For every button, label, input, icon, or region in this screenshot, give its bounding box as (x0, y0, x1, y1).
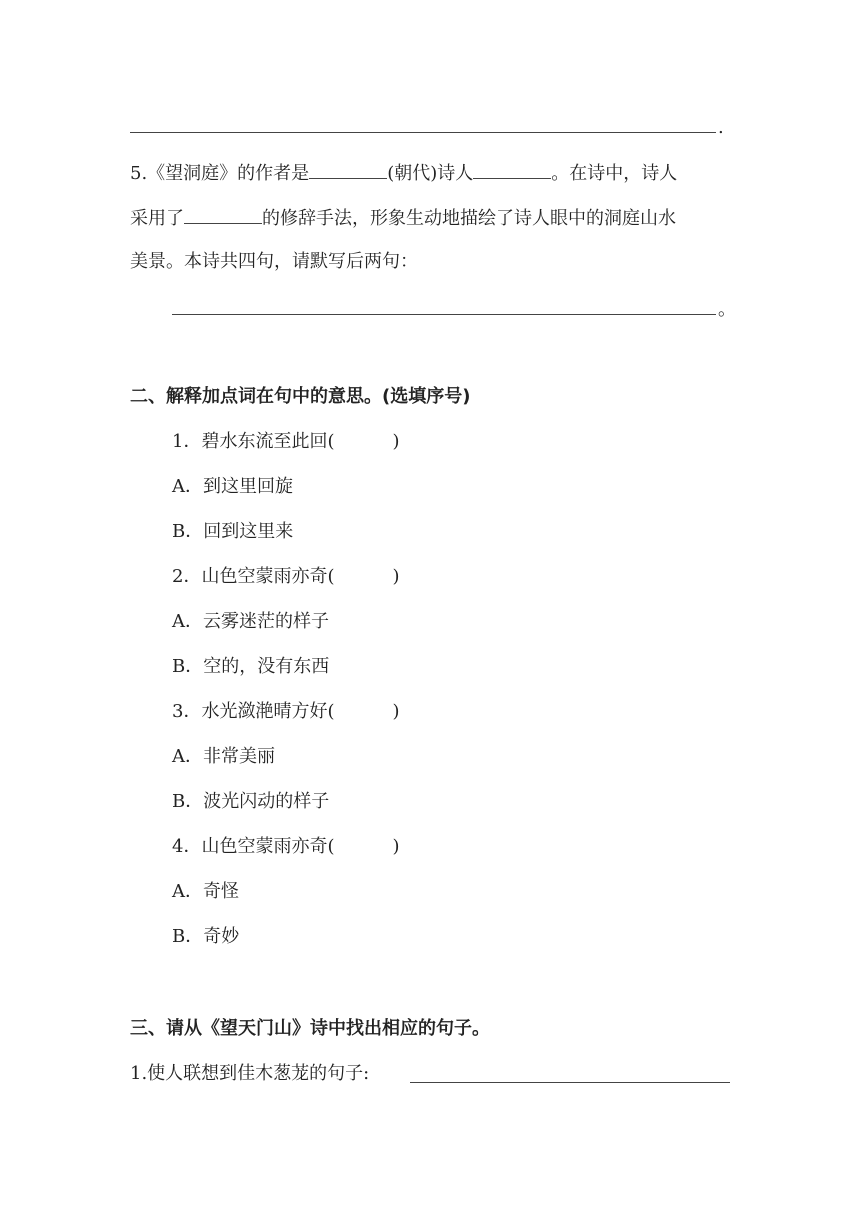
q5-line2-text-b: 的修辞手法，形象生动地描绘了诗人眼中的洞庭山水 (262, 208, 676, 229)
s2-q2-option-a: A．云雾迷茫的样子 (172, 611, 329, 632)
answer-line-prev[interactable] (130, 132, 716, 133)
s3-q1-text: 1.使人联想到佳木葱茏的句子: (130, 1063, 370, 1084)
s2-q1-close: ) (392, 431, 400, 452)
s2-q2 (172, 565, 400, 589)
q5-answer-end: 。 (718, 299, 736, 320)
s2-q3-option-b: B．波光闪动的样子 (172, 791, 330, 812)
answer-line-prev-end: . (718, 117, 724, 138)
s2-q1-option-b: B．回到这里来 (172, 521, 294, 542)
s2-q2-text: 2．山色空蒙雨亦奇( (172, 566, 335, 587)
q5-line3: 美景。本诗共四句，请默写后两句： (130, 251, 418, 272)
q5-line1-text-b: (朝代)诗人 (387, 163, 474, 184)
s2-q3 (172, 700, 400, 724)
s2-q4-close: ) (392, 836, 400, 857)
s2-q1 (172, 430, 400, 454)
q5-answer-line[interactable] (172, 314, 716, 315)
q5-line1-text-a: 5.《望洞庭》的作者是 (130, 163, 310, 184)
q5-author-blank[interactable] (309, 160, 387, 179)
section3-heading: 三、请从《望天门山》诗中找出相应的句子。 (130, 1018, 490, 1039)
q5-rhetoric-blank[interactable] (184, 205, 262, 224)
s3-q1 (130, 1062, 369, 1086)
q5-poet-blank[interactable] (473, 160, 551, 179)
s2-q3-close: ) (392, 701, 400, 722)
q5-line2 (130, 205, 676, 231)
s2-q4-option-b: B．奇妙 (172, 926, 240, 947)
s2-q4-text: 4．山色空蒙雨亦奇( (172, 836, 335, 857)
s2-q4-option-a: A．奇怪 (172, 881, 239, 902)
q5-line2-text-a: 采用了 (130, 208, 184, 229)
section2-heading: 二、解释加点词在句中的意思。(选填序号) (130, 386, 471, 407)
s3-q1-answer-line[interactable] (410, 1082, 730, 1083)
q5-line1 (130, 160, 677, 186)
s2-q2-close: ) (392, 566, 400, 587)
s2-q2-option-b: B．空的，没有东西 (172, 656, 330, 677)
s2-q1-option-a: A．到这里回旋 (172, 476, 293, 497)
s2-q4 (172, 835, 400, 859)
s2-q1-text: 1．碧水东流至此回( (172, 431, 335, 452)
s2-q3-text: 3．水光潋滟晴方好( (172, 701, 335, 722)
q5-line1-text-c: 。在诗中，诗人 (551, 163, 678, 184)
s2-q3-option-a: A．非常美丽 (172, 746, 275, 767)
